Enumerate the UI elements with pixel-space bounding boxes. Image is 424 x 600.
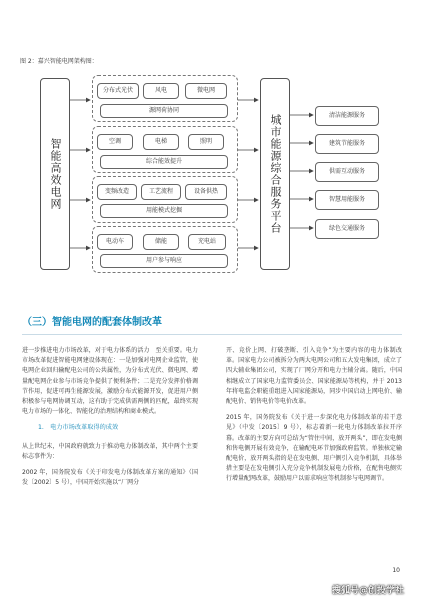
- bar-efficiency-improvement: 综合能效提升: [100, 155, 228, 169]
- right-para-2: 2015 年，国务院发布《关于进一步深化电力体制改革的若干意见》（中发〔2015〕9 号），标志着新一轮电力体制改革拉开序幕。改革的主要方向可总结为“管住中间，放开两头”，即在发电侧和售电侧开展有效竞争，在输配电环节加强政府监管。单独核定输配电价，放开两头指的是在发电侧、用户侧引入竞争机制，具体举措主要是在发电侧引入充分竞争机制发展电力价格，在配售电侧实行增量配网改革，鼓励用户以需求响应等机制参与电网调节。: [226, 414, 402, 483]
- chip-air-conditioning: 空调: [97, 134, 133, 150]
- chip-distributed-pv: 分布式光伏: [97, 83, 139, 99]
- service-supply-demand: 供需互动服务: [315, 162, 379, 182]
- section-title: （三）智能电网的配套体制改革: [22, 317, 162, 328]
- chip-lighting: 照明: [188, 134, 224, 150]
- section-divider: [22, 334, 402, 335]
- chip-process-flow: 工艺流程: [141, 184, 181, 200]
- chip-equipment-heating: 设备供热: [185, 184, 227, 200]
- chip-elevator: 电梯: [143, 134, 179, 150]
- figure-caption: 图 2：嘉兴智能电网架构图：: [20, 58, 98, 65]
- service-smart-usage: 智慧用能服务: [315, 190, 379, 210]
- watermark: 搜狐号@创投学社: [331, 586, 404, 596]
- left-column: [22, 346, 198, 494]
- chip-storage: 储能: [143, 234, 179, 250]
- chip-charging-station: 充电站: [188, 234, 226, 250]
- chip-microgrid: 微电网: [185, 83, 227, 99]
- chip-frequency-conversion: 变频改造: [97, 184, 137, 200]
- left-para-3: 2002 年，国务院发布《关于印发电力体制改革方案的通知》（国发〔2002〕5 号），中国开始实施以“厂网分: [22, 469, 198, 487]
- right-column: [226, 346, 402, 491]
- page-number: 10: [392, 567, 400, 574]
- smart-grid-label: 智能高效电网: [49, 138, 62, 210]
- right-para-1: 开、竞价上网、打破垄断、引入竞争”为主要内容的电力体制改革。国家电力公司被拆分为两大电网公司和五大发电集团，成立了四大辅业集团公司，实现了厂网分开和电力主辅分离。随后，中国相继成立了国家电力监管委员会、国家能源局等机构，并于 2013 年将电监会职能重组进入国家能源局，同步中国启动上网电价、输配电价、销售电价等电价改革。: [226, 347, 402, 406]
- bar-source-grid-coordination: 源网荷协同: [100, 104, 228, 118]
- smart-grid-column: [40, 78, 70, 270]
- left-para-1: 进一步推进电力市场改革，对于电力体系的活力 至关重要。电力市场改革促进智能电网建设体现在：一是加强对电网企业监管，使电网企业回归输配电公司的公共属性，为分布式光伏、微电网、增量配电网企业参与市场竞争提供了便利条件；二是充分发挥价格调节作用，促进可再生能源发展，激励分布式能源开发，促进用户侧积极参与电网协调互动，这有助于完成供需两侧的匹配，最终实现电力市场的一体化、智能化的治理结构和商业模式。: [22, 347, 198, 416]
- left-para-2: 从上世纪末，中国政府就致力于推动电力体制改革，其中两个主要标志事件为：: [22, 442, 198, 460]
- service-green-transport: 绿色交通服务: [315, 219, 379, 239]
- subheading-reform-results: 1. 电力市场改革取得的成效: [38, 424, 119, 432]
- bar-user-response: 用户参与响应: [100, 254, 228, 268]
- service-clean-energy: 清洁能源服务: [315, 106, 379, 126]
- service-building-efficiency: 建筑节能服务: [315, 134, 379, 154]
- energy-service-platform-column: [260, 78, 290, 270]
- bar-usage-mode-mining: 用能模式挖掘: [100, 204, 228, 218]
- energy-service-platform-label: 城市能源综合服务平台: [269, 114, 282, 234]
- chip-electric-vehicle: 电动车: [97, 234, 133, 250]
- chip-wind: 风电: [143, 83, 179, 99]
